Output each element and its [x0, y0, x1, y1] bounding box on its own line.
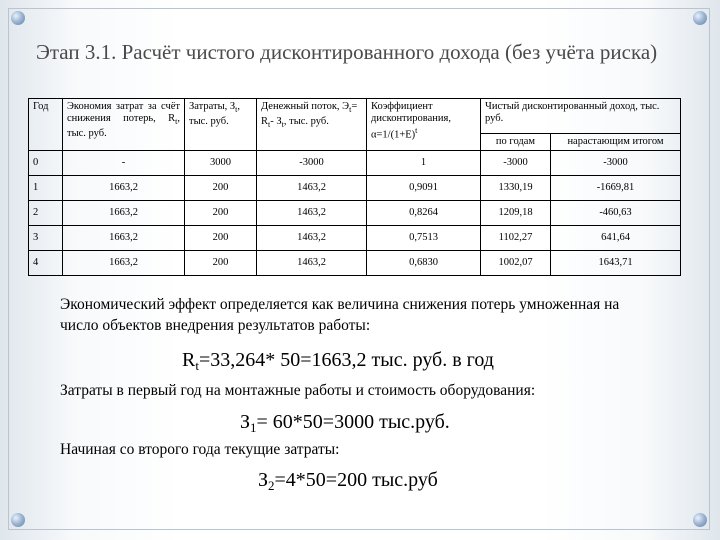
current-costs-paragraph: Начиная со второго года текущие затраты:	[60, 441, 340, 458]
npv-table	[28, 98, 681, 276]
effect-paragraph: Экономический эффект определяется как величина снижения потерь умноженная на число объектов внедрения результатов работы:	[60, 296, 620, 334]
cell-savings: 1663,2	[63, 201, 185, 226]
corner-dot-icon	[693, 513, 707, 527]
corner-dot-icon	[11, 11, 25, 25]
cell-coef: 0,6830	[367, 251, 481, 276]
cell-cashflow: 1463,2	[257, 251, 367, 276]
cell-savings: 1663,2	[63, 251, 185, 276]
corner-dot-icon	[693, 11, 707, 25]
cell-cashflow: 1463,2	[257, 226, 367, 251]
cell-year: 4	[29, 251, 63, 276]
cell-cashflow: 1463,2	[257, 201, 367, 226]
cell-npv-year: 1330,19	[481, 176, 551, 201]
table-row	[29, 201, 681, 226]
table-header-row	[29, 99, 681, 134]
cell-coef: 0,8264	[367, 201, 481, 226]
cell-npv-cum: -460,63	[551, 201, 681, 226]
slide-title: Этап 3.1. Расчёт чистого дисконтированного дохода (без учёта риска)	[36, 40, 658, 64]
equation-savings: $R_t=33,264*$ 50=1663,2 тыс. руб. в год	[182, 349, 494, 373]
first-year-costs-paragraph: Затраты в первый год на монтажные работы и стоимость оборудования:	[60, 382, 536, 399]
cell-savings: 1663,2	[63, 176, 185, 201]
cell-costs: 200	[185, 251, 257, 276]
cell-coef: 0,7513	[367, 226, 481, 251]
cell-coef: 0,9091	[367, 176, 481, 201]
header-savings: Экономия затрат за счёт снижения потерь, $R_t$, тыс. руб.	[63, 99, 185, 151]
header-costs: Затраты, $З_t$, тыс. руб.	[185, 99, 257, 151]
cell-npv-cum: 1643,71	[551, 251, 681, 276]
cell-savings: -	[63, 151, 185, 176]
cell-npv-cum: -3000	[551, 151, 681, 176]
header-coef: Коэффициент дисконтирования, $\alpha=1/(1+E)^t$	[367, 99, 481, 151]
header-cashflow: Денежный поток, $Э_t= R_t-$ $З_t$, тыс. руб.	[257, 99, 367, 151]
header-npv-cum: нарастающим итогом	[551, 134, 681, 151]
cell-npv-cum: -1669,81	[551, 176, 681, 201]
cell-year: 2	[29, 201, 63, 226]
cell-npv-year: -3000	[481, 151, 551, 176]
cell-costs: 200	[185, 226, 257, 251]
cell-coef: 1	[367, 151, 481, 176]
cell-npv-year: 1102,27	[481, 226, 551, 251]
cell-npv-year: 1002,07	[481, 251, 551, 276]
cell-cashflow: 1463,2	[257, 176, 367, 201]
table-row	[29, 226, 681, 251]
equation-current-costs: $З_2=4*50=200$ тыс.руб	[258, 469, 438, 493]
cell-costs: 3000	[185, 151, 257, 176]
table-row	[29, 151, 681, 176]
cell-year: 3	[29, 226, 63, 251]
cell-cashflow: -3000	[257, 151, 367, 176]
cell-npv-cum: 641,64	[551, 226, 681, 251]
cell-costs: 200	[185, 176, 257, 201]
corner-dot-icon	[11, 513, 25, 527]
cell-year: 0	[29, 151, 63, 176]
header-year: Год	[29, 99, 63, 151]
header-npv: Чистый дисконтированный доход, тыс. руб.	[481, 99, 681, 134]
cell-npv-year: 1209,18	[481, 201, 551, 226]
header-npv-year: по годам	[481, 134, 551, 151]
cell-savings: 1663,2	[63, 226, 185, 251]
equation-first-year-costs: $З_1= 60*50=3000$ тыс.руб.	[240, 411, 450, 435]
cell-year: 1	[29, 176, 63, 201]
cell-costs: 200	[185, 201, 257, 226]
table-row	[29, 251, 681, 276]
table-row	[29, 176, 681, 201]
